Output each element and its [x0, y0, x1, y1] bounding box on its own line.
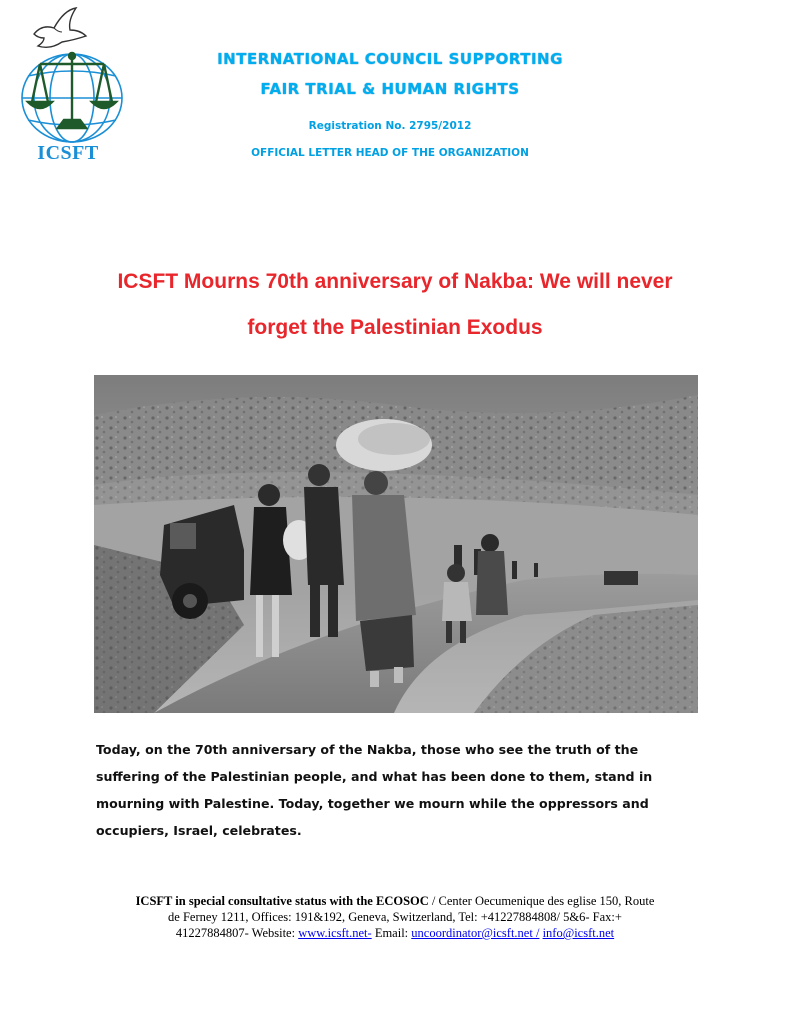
- website-link[interactable]: www.icsft.net-: [298, 926, 372, 940]
- footer-contact: [90, 893, 700, 941]
- organization-name-line-1: INTERNATIONAL COUNCIL SUPPORTING: [217, 50, 563, 68]
- footer-address-3: 41227884807- Website:: [175, 926, 299, 940]
- body-line: occupiers, Israel, celebrates.: [96, 823, 302, 838]
- historical-photo: [94, 375, 698, 713]
- headline-line-1: ICSFT Mourns 70th anniversary of Nakba: We will never: [117, 270, 673, 293]
- body-line: Today, on the 70th anniversary of the Nakba, those who see the truth of the: [96, 742, 639, 757]
- email-label: Email:: [371, 926, 412, 940]
- body-line: mourning with Palestine. Today, together we mourn while the oppressors and: [96, 796, 649, 811]
- body-line: suffering of the Palestinian people, and what has been done to them, stand in: [96, 769, 653, 784]
- organization-name-line-2: FAIR TRIAL & HUMAN RIGHTS: [260, 80, 520, 98]
- headline-line-2: forget the Palestinian Exodus: [247, 316, 543, 339]
- article-body: [96, 736, 716, 844]
- logo-wordmark: ICSFT: [37, 142, 99, 164]
- footer-address-2: de Ferney 1211, Offices: 191&192, Geneva, Switzerland, Tel: +41227884808/ 5&6- Fax:+: [168, 910, 622, 924]
- email-link-coordinator[interactable]: uncoordinator@icsft.net /: [411, 926, 540, 940]
- scales-of-justice-icon: [28, 53, 116, 128]
- email-link-info[interactable]: info@icsft.net: [542, 926, 615, 940]
- footer-status: ICSFT in special consultative status with the ECOSOC: [135, 894, 429, 908]
- letterhead-caption: OFFICIAL LETTER HEAD OF THE ORGANIZATION: [251, 147, 529, 159]
- dove-icon: [34, 8, 86, 47]
- registration-number: Registration No. 2795/2012: [308, 120, 472, 132]
- footer-address-1: / Center Oecumenique des eglise 150, Route: [428, 894, 655, 908]
